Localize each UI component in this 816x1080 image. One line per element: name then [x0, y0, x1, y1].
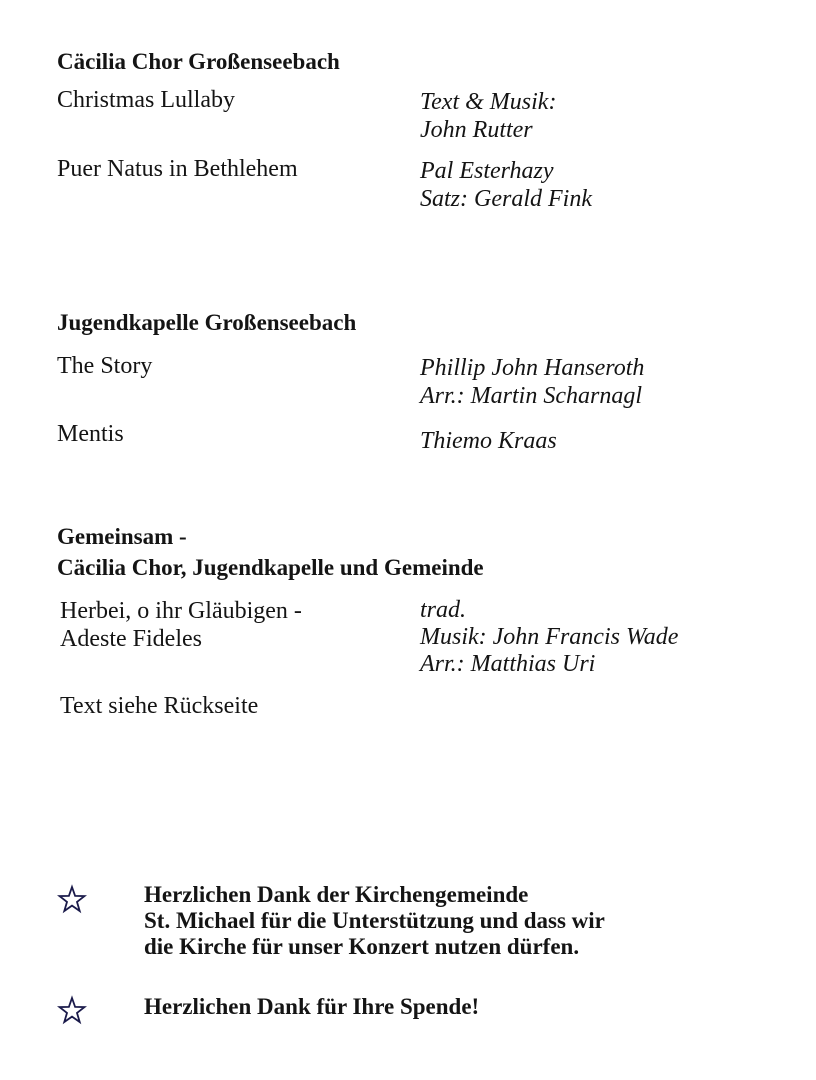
- credit-line: Arr.: Martin Scharnagl: [420, 383, 642, 409]
- piece-title: The Story: [57, 353, 153, 379]
- piece-title: Christmas Lullaby: [57, 87, 235, 113]
- credit-line: Musik: John Francis Wade: [420, 624, 679, 650]
- section-heading-gemeinsam: [57, 523, 484, 582]
- title-line: Herbei, o ihr Gläubigen -: [60, 598, 302, 624]
- credit-line: Text & Musik:: [420, 89, 557, 115]
- title-line: Adeste Fideles: [60, 626, 202, 652]
- piece-credit: [420, 427, 557, 455]
- heading-line: Cäcilia Chor, Jugendkapelle und Gemeinde: [57, 555, 484, 580]
- credit-line: Satz: Gerald Fink: [420, 186, 592, 212]
- section-heading-jugendkapelle: Jugendkapelle Großenseebach: [57, 310, 357, 335]
- heading-line: Gemeinsam -: [57, 524, 187, 549]
- thanks-line: Herzlichen Dank der Kirchengemeinde: [144, 882, 529, 907]
- thanks-line: Herzlichen Dank für Ihre Spende!: [144, 994, 480, 1019]
- thanks-line: die Kirche für unser Konzert nutzen dürfen.: [144, 934, 580, 959]
- piece-credit: [420, 157, 592, 213]
- section-heading-caecilia-chor: Cäcilia Chor Großenseebach: [57, 49, 340, 74]
- thanks-church: [144, 882, 605, 960]
- note-text: Text siehe Rückseite: [60, 693, 259, 719]
- star-outline-icon: [57, 884, 87, 914]
- piece-title: Puer Natus in Bethlehem: [57, 156, 298, 182]
- piece-title: Mentis: [57, 421, 124, 447]
- star-outline-icon: [57, 995, 87, 1025]
- piece-credit: [420, 354, 644, 410]
- piece-credit: [420, 597, 678, 678]
- credit-line: Phillip John Hanseroth: [420, 355, 645, 381]
- thanks-donation: [144, 994, 479, 1020]
- piece-title: [60, 597, 302, 653]
- credit-line: Pal Esterhazy: [420, 158, 554, 184]
- thanks-line: St. Michael für die Unterstützung und dass wir: [144, 908, 605, 933]
- credit-line: Thiemo Kraas: [420, 428, 557, 454]
- credit-line: trad.: [420, 597, 467, 623]
- piece-credit: [420, 88, 556, 144]
- credit-line: Arr.: Matthias Uri: [420, 651, 596, 677]
- credit-line: John Rutter: [420, 117, 533, 143]
